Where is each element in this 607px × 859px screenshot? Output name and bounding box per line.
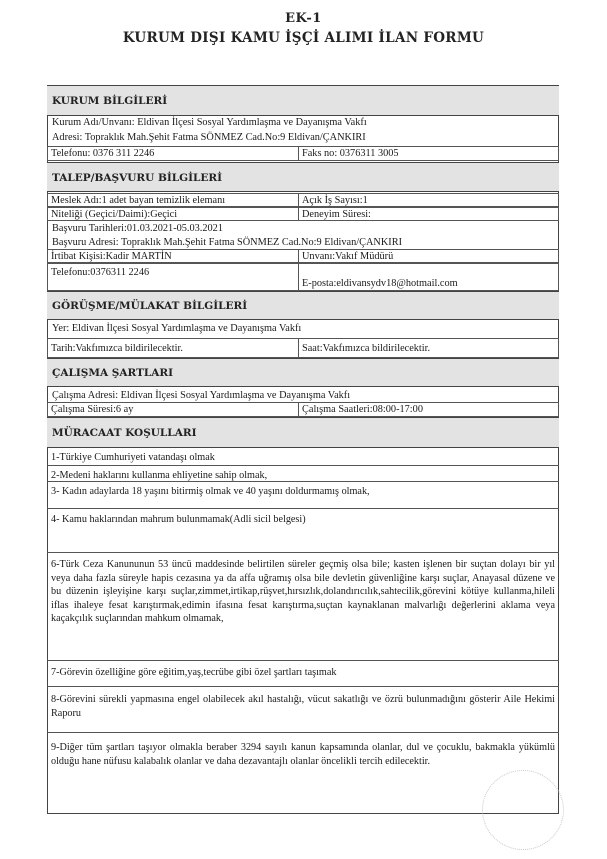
kurum-adi: Kurum Adı/Unvanı: Eldivan İlçesi Sosyal Yardımlaşma ve Dayanışma Vakfı bbox=[52, 117, 367, 128]
faint-stamp-mark bbox=[482, 770, 564, 850]
section-header-talep: TALEP/BAŞVURU BİLGİLERİ bbox=[47, 162, 559, 192]
section-header-kurum: KURUM BİLGİLERİ bbox=[47, 85, 559, 116]
kosul-3: 3- Kadın adaylarda 18 yaşını bitirmiş olmak ve 40 yaşını doldurmamış olmak, bbox=[47, 481, 559, 508]
section-header-muracaat: MÜRACAAT KOŞULLARI bbox=[47, 417, 559, 448]
irtibat-eposta: E-posta:eldivansydv18@hotmail.com bbox=[298, 263, 559, 291]
gorusme-tarih: Tarih:Vakfımızca bildirilecektir. bbox=[47, 338, 299, 358]
annex-label: EK-1 bbox=[285, 11, 322, 26]
unvani: Unvanı:Vakıf Müdürü bbox=[298, 249, 559, 263]
deneyim-suresi: Deneyim Süresi: bbox=[298, 207, 559, 221]
gorusme-saat: Saat:Vakfımızca bildirilecektir. bbox=[298, 338, 559, 358]
kosul-6: 6-Türk Ceza Kanununun 53 üncü maddesinde belirtilen süreler geçmiş olsa bile; kasten işlenen bir suçtan dolayı bir yıl veya daha fazla süreyle hapis cezasına ya da affa uğramış olsa bile devletin güvenliğine karşı suçlar, Anayasal düzene ve bu düzenin işleyişine karşı suçlar,zimmet,irtikap,rüşvet,hırsızlık,dolandırıcılık,sahtecilik,görevini kötüye kullanma,hileli iflas ihaleye fesat karıştırmak,edimin ifasına fesat karıştırma,suçtan kaynaklanan malvarlığı değerlerini aklama veya kaçakçılık suçlarından mahkum olmamak, bbox=[47, 552, 559, 660]
calisma-saatleri: Çalışma Saatleri:08:00-17:00 bbox=[298, 402, 559, 417]
section-header-gorusme: GÖRÜŞME/MÜLAKAT BİLGİLERİ bbox=[47, 291, 559, 320]
kosul-9: 9-Diğer tüm şartları taşıyor olmakla beraber 3294 sayılı kanun kapsamında olanlar, dul ve çocuklu, bakmakla yükümlü olduğu hane nüfusu kalabalık olanlar ve daha dezavantajlı olanlar öncelikli tercih edilecektir. bbox=[47, 732, 559, 814]
page-title: KURUM DIŞI KAMU İŞÇİ ALIMI İLAN FORMU bbox=[122, 30, 485, 46]
kurum-faks: Faks no: 0376311 3005 bbox=[298, 146, 559, 161]
gorusme-yer: Yer: Eldivan İlçesi Sosyal Yardımlaşma ve Dayanışma Vakfı bbox=[52, 323, 302, 334]
niteligi: Niteliği (Geçici/Daimi):Geçici bbox=[47, 207, 299, 221]
irtibat-kisisi: İrtibat Kişisi:Kadir MARTİN bbox=[47, 249, 299, 263]
kurum-adres: Adresi: Topraklık Mah.Şehit Fatma SÖNMEZ Cad.No:9 Eldivan/ÇANKIRI bbox=[52, 132, 366, 143]
kosul-2: 2-Medeni haklarını kullanma ehliyetine sahip olmak, bbox=[47, 465, 559, 481]
meslek-adi: Meslek Adı:1 adet bayan temizlik elemanı bbox=[47, 193, 299, 207]
calisma-adresi: Çalışma Adresi: Eldivan İlçesi Sosyal Yardımlaşma ve Dayanışma Vakfı bbox=[52, 390, 351, 401]
calisma-suresi: Çalışma Süresi:6 ay bbox=[47, 402, 299, 417]
basvuru-tarihleri: Başvuru Tarihleri:01.03.2021-05.03.2021 bbox=[52, 223, 223, 234]
acik-is-sayisi: Açık İş Sayısı:1 bbox=[298, 193, 559, 207]
section-header-calisma: ÇALIŞMA ŞARTLARI bbox=[47, 358, 559, 387]
kosul-4: 4- Kamu haklarından mahrum bulunmamak(Adli sicil belgesi) bbox=[47, 508, 559, 552]
kosul-8: 8-Görevini sürekli yapmasına engel olabilecek akıl hastalığı, vücut sakatlığı ve özrü bulunmadığını gösterir Aile Hekimi Raporu bbox=[47, 686, 559, 732]
kosul-1: 1-Türkiye Cumhuriyeti vatandaşı olmak bbox=[51, 452, 215, 463]
irtibat-telefon: Telefonu:0376311 2246 bbox=[47, 263, 299, 291]
kosul-7: 7-Görevin özelliğine göre eğitim,yaş,tecrübe gibi özel şartları taşımak bbox=[47, 660, 559, 686]
kurum-telefon: Telefonu: 0376 311 2246 bbox=[47, 146, 299, 161]
basvuru-adresi: Başvuru Adresi: Topraklık Mah.Şehit Fatma SÖNMEZ Cad.No:9 Eldivan/ÇANKIRI bbox=[52, 237, 403, 248]
